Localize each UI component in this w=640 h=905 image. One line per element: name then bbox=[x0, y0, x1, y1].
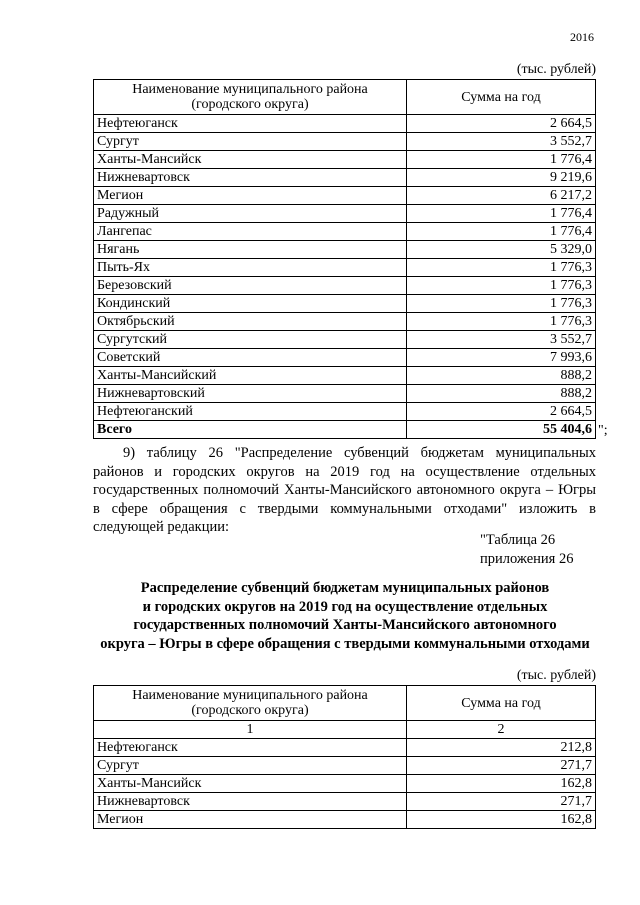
municipality-name: Октябрьский bbox=[94, 313, 407, 331]
table-row bbox=[94, 367, 596, 385]
municipality-name: Пыть-Ях bbox=[94, 259, 407, 277]
table-row bbox=[94, 349, 596, 367]
annual-sum: 1 776,4 bbox=[407, 205, 596, 223]
table1-unit: (тыс. рублей) bbox=[516, 62, 596, 77]
annual-sum: 271,7 bbox=[407, 793, 596, 811]
amendment-text: 9) таблицу 26 "Распределение субвенций бюджетам муниципальных районов и городских округов на 2019 год на осуществление отдельных государственных полномочий Ханты-Мансийского автономного округа – Югры в сфере обращения с твердыми коммунальными отходами" изложить в следующей редакции: bbox=[93, 445, 596, 536]
annual-sum: 3 552,7 bbox=[407, 133, 596, 151]
table-row bbox=[94, 295, 596, 313]
table-row bbox=[94, 133, 596, 151]
annual-sum: 6 217,2 bbox=[407, 187, 596, 205]
municipality-name: Сургут bbox=[94, 133, 407, 151]
annual-sum: 1 776,3 bbox=[407, 313, 596, 331]
municipality-name: Нягань bbox=[94, 241, 407, 259]
table-row bbox=[94, 115, 596, 133]
municipality-name: Мегион bbox=[94, 187, 407, 205]
table-title bbox=[60, 579, 630, 653]
municipality-name: Нижневартовск bbox=[94, 169, 407, 187]
table-header-row bbox=[94, 686, 596, 721]
annual-sum: 162,8 bbox=[407, 775, 596, 793]
table-row bbox=[94, 775, 596, 793]
header-municipality: Наименование муниципального района (городского округа) bbox=[94, 686, 407, 721]
table-label-line1: "Таблица 26 bbox=[480, 532, 556, 548]
municipality-name: Кондинский bbox=[94, 295, 407, 313]
title-line1: Распределение субвенций бюджетам муниципальных районов bbox=[140, 580, 550, 596]
table-row bbox=[94, 223, 596, 241]
table-label bbox=[480, 531, 573, 568]
total-label: Всего bbox=[94, 421, 407, 439]
annual-sum: 7 993,6 bbox=[407, 349, 596, 367]
municipality-name: Радужный bbox=[94, 205, 407, 223]
annual-sum: 1 776,3 bbox=[407, 259, 596, 277]
table2-unit: (тыс. рублей) bbox=[516, 668, 596, 683]
table-row bbox=[94, 757, 596, 775]
total-row bbox=[94, 421, 596, 439]
municipality-name: Советский bbox=[94, 349, 407, 367]
annual-sum: 3 552,7 bbox=[407, 331, 596, 349]
table-row bbox=[94, 385, 596, 403]
table-row bbox=[94, 739, 596, 757]
municipality-name: Ханты-Мансийск bbox=[94, 151, 407, 169]
column-number-2: 2 bbox=[407, 721, 596, 739]
title-line4: округа – Югры в сфере обращения с твердыми коммунальными отходами bbox=[100, 635, 590, 652]
table-label-line2: приложения 26 bbox=[480, 550, 574, 567]
municipality-name: Березовский bbox=[94, 277, 407, 295]
table-row bbox=[94, 313, 596, 331]
annual-sum: 1 776,3 bbox=[407, 295, 596, 313]
table-header-row bbox=[94, 80, 596, 115]
table1-closing-quote: "; bbox=[598, 423, 608, 438]
table-row bbox=[94, 241, 596, 259]
table-row bbox=[94, 151, 596, 169]
annual-sum: 1 776,4 bbox=[407, 151, 596, 169]
header-annual-sum: Сумма на год bbox=[407, 80, 596, 115]
subsidy-table-new bbox=[93, 685, 596, 829]
annual-sum: 2 664,5 bbox=[407, 115, 596, 133]
municipality-name: Мегион bbox=[94, 811, 407, 829]
column-numbering-row bbox=[94, 721, 596, 739]
municipality-name: Ханты-Мансийский bbox=[94, 367, 407, 385]
header-annual-sum: Сумма на год bbox=[407, 686, 596, 721]
column-number-1: 1 bbox=[94, 721, 407, 739]
page-number: 2016 bbox=[570, 30, 594, 44]
annual-sum: 212,8 bbox=[407, 739, 596, 757]
annual-sum: 9 219,6 bbox=[407, 169, 596, 187]
municipality-name: Лангепас bbox=[94, 223, 407, 241]
title-line3: государственных полномочий Ханты-Мансийского автономного bbox=[133, 617, 557, 634]
municipality-name: Нижневартовский bbox=[94, 385, 407, 403]
table-row bbox=[94, 259, 596, 277]
table-row bbox=[94, 811, 596, 829]
annual-sum: 1 776,3 bbox=[407, 277, 596, 295]
annual-sum: 2 664,5 bbox=[407, 403, 596, 421]
annual-sum: 888,2 bbox=[407, 367, 596, 385]
table-row bbox=[94, 187, 596, 205]
municipality-name: Нефтеюганск bbox=[94, 739, 407, 757]
table-row bbox=[94, 331, 596, 349]
annual-sum: 162,8 bbox=[407, 811, 596, 829]
annual-sum: 271,7 bbox=[407, 757, 596, 775]
municipality-name: Ханты-Мансийск bbox=[94, 775, 407, 793]
title-line2: и городских округов на 2019 год на осуществление отдельных bbox=[142, 598, 548, 615]
municipality-name: Нижневартовск bbox=[94, 793, 407, 811]
header-municipality: Наименование муниципального района (городского округа) bbox=[94, 80, 407, 115]
municipality-name: Нефтеюганский bbox=[94, 403, 407, 421]
table-row bbox=[94, 169, 596, 187]
table-row bbox=[94, 277, 596, 295]
table-row bbox=[94, 205, 596, 223]
total-value: 55 404,6 bbox=[407, 421, 596, 439]
annual-sum: 5 329,0 bbox=[407, 241, 596, 259]
municipality-name: Сургутский bbox=[94, 331, 407, 349]
municipality-name: Нефтеюганск bbox=[94, 115, 407, 133]
subsidy-table-previous bbox=[93, 79, 596, 439]
annual-sum: 888,2 bbox=[407, 385, 596, 403]
table-row bbox=[94, 403, 596, 421]
annual-sum: 1 776,4 bbox=[407, 223, 596, 241]
amendment-paragraph bbox=[93, 444, 596, 537]
table-row bbox=[94, 793, 596, 811]
municipality-name: Сургут bbox=[94, 757, 407, 775]
